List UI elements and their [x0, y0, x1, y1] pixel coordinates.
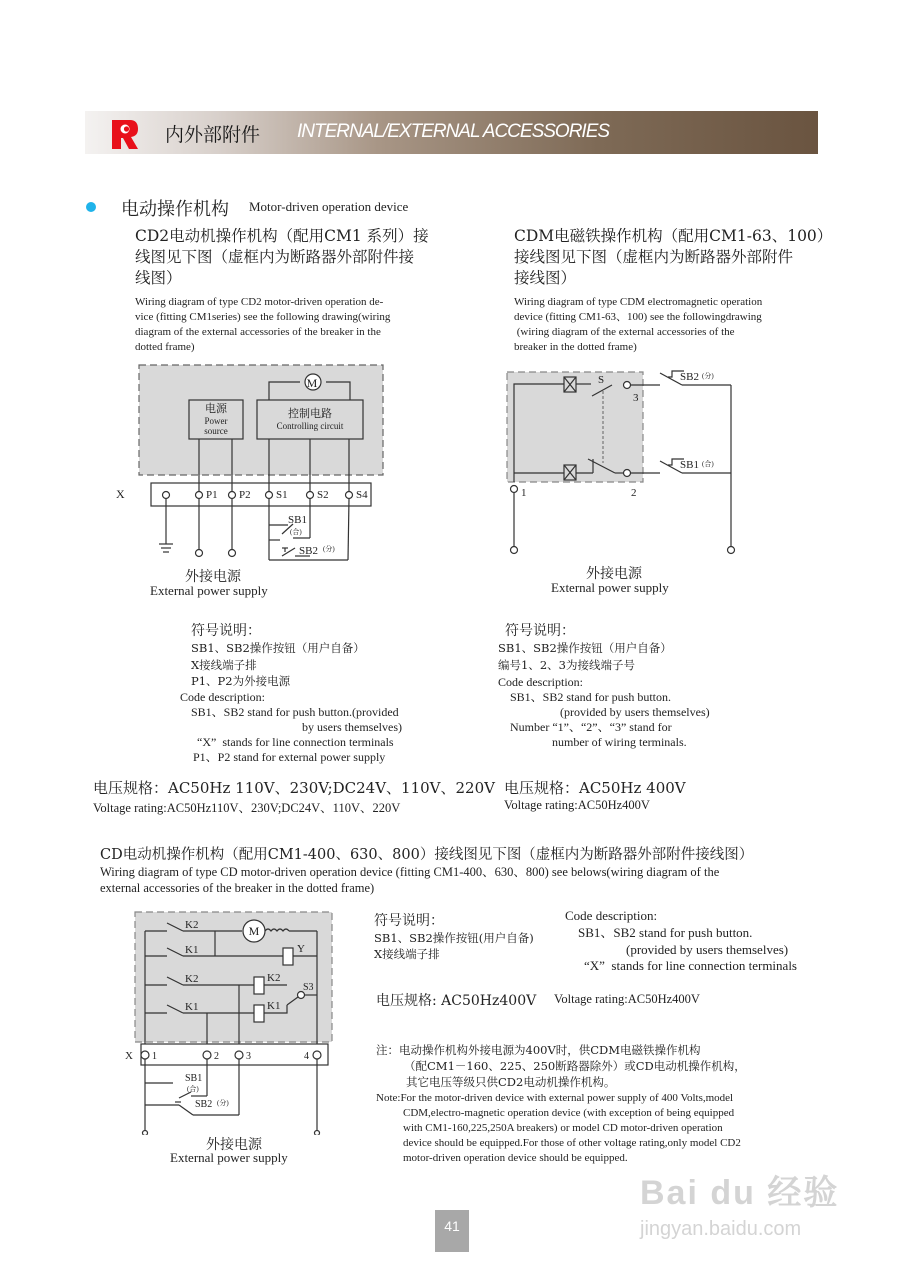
k1-coil-label: K1: [267, 1000, 281, 1012]
cd-caption-cn: 外接电源: [206, 1137, 262, 1153]
legend-line: number of wiring terminals.: [552, 735, 687, 749]
cdm-desc-line: breaker in the dotted frame): [514, 341, 637, 353]
k2-label: K2: [185, 919, 199, 931]
note-line: 注：电动操作机构外接电源为400V时，供CDM电磁铁操作机构: [376, 1043, 701, 1057]
note-en: [376, 1091, 816, 1166]
cdm-desc-line: Wiring diagram of type CDM electromagnetic operation: [514, 296, 763, 308]
cdm-wiring-diagram: [500, 360, 760, 560]
terminal-strip-label: X: [116, 487, 125, 501]
cd-caption-en: External power supply: [170, 1150, 288, 1165]
sb1-tag: (合): [187, 1085, 199, 1093]
cdm-caption-en: External power supply: [551, 580, 669, 595]
terminal-label: 2: [631, 487, 637, 499]
note-line: with CM1-160,225,250A breakers) or model CD motor-driven operation: [403, 1122, 723, 1134]
cd-voltage-en: Voltage rating:AC50Hz400V: [554, 992, 700, 1006]
sb1-label: SB1: [288, 514, 307, 526]
legend-line: (provided by users themselves): [560, 705, 710, 719]
motor-symbol-label: M: [248, 924, 260, 938]
terminal-label: S2: [317, 489, 329, 501]
control-circuit-label-en: Controlling circuit: [276, 421, 344, 431]
legend-line: SB1、SB2 stand for push button.(provided: [191, 705, 399, 719]
cd-code-title: Code description:: [565, 908, 658, 923]
watermark: [640, 1165, 839, 1241]
switch-s-label: S: [598, 374, 605, 386]
s3-label: S3: [303, 982, 314, 993]
cd2-desc-line: Wiring diagram of type CD2 motor-driven operation de-: [135, 296, 384, 308]
cdm-legend-cn: [498, 640, 672, 674]
page-number: 41: [435, 1210, 469, 1252]
legend-line: X接线端子排: [374, 947, 440, 961]
cd2-wiring-diagram: [110, 360, 400, 565]
legend-line: P1、P2 stand for external power supply: [193, 750, 386, 764]
watermark-url: jingyan.baidu.com: [640, 1218, 802, 1240]
cdm-description: [514, 295, 834, 355]
terminal-label: P1: [206, 489, 218, 501]
cd2-voltage-en: Voltage rating:AC50Hz110V、230V;DC24V、110V、220V: [93, 801, 401, 815]
sb2-label: SB2: [680, 371, 699, 383]
cd2-voltage-cn: 电压规格：AC50Hz 110V、230V;DC24V、110V、220V: [93, 779, 495, 797]
power-source-label-en: Power: [204, 416, 228, 426]
cdm-voltage-en: Voltage rating:AC50Hz400V: [504, 798, 650, 812]
note-line: CDM,electro-magnetic operation device (with exception of being equipped: [403, 1107, 735, 1119]
legend-line: “X” stands for line connection terminals: [197, 735, 394, 749]
section-title-en: Motor-driven operation device: [249, 199, 409, 214]
coil-y-label: Y: [297, 943, 305, 955]
power-source-label-cn: 电源: [205, 403, 227, 415]
sb2-tag: (分): [702, 372, 714, 380]
note-line: 其它电压等级只供CD2电动机操作机构。: [406, 1075, 616, 1089]
legend-line: SB1、SB2操作按钮（用户自备）: [498, 641, 672, 655]
legend-line: SB1、SB2操作按钮（用户自备）: [191, 641, 365, 655]
cd-desc-line: external accessories of the breaker in the dotted frame): [100, 881, 375, 895]
cdm-desc-line: (wiring diagram of the external accessories of the: [514, 326, 735, 338]
legend-line: SB1、SB2 stand for push button.: [510, 690, 672, 704]
cd2-title-line: CD2电动机操作机构（配用CM1 系列）接: [135, 227, 429, 245]
cdm-desc-line: device (fitting CM1-63、100) see the followingdrawing: [514, 311, 762, 323]
sb1-tag: (合): [290, 528, 302, 536]
cd2-description: [135, 295, 445, 355]
sb2-tag: (分): [217, 1099, 229, 1107]
legend-line: by users themselves): [302, 720, 402, 734]
section-bullet-icon: [86, 202, 96, 212]
terminal-label: 1: [152, 1051, 157, 1062]
sb1-label: SB1: [185, 1073, 203, 1084]
cd2-code-title: Code description:: [180, 690, 265, 704]
cdm-code-title: Code description:: [498, 675, 583, 689]
k1-label: K1: [185, 1001, 199, 1013]
control-circuit-label-cn: 控制电路: [288, 408, 332, 420]
sb2-label: SB2: [195, 1099, 213, 1110]
sb1-label: SB1: [680, 459, 699, 471]
cd-description: [100, 864, 719, 896]
terminal-strip-label: X: [125, 1050, 133, 1062]
cdm-title-line: CDM电磁铁操作机构（配用CM1-63、100）: [514, 227, 833, 245]
sb1-tag: (合): [702, 460, 714, 468]
cdm-legend-title: 符号说明：: [505, 623, 575, 639]
cd-title: CD电动机操作机构（配用CM1-400、630、800）接线图见下图（虚框内为断路器外部附件接线图）: [100, 847, 754, 863]
cd-voltage-cn: 电压规格: AC50Hz400V: [376, 993, 537, 1009]
terminal-label: 2: [214, 1051, 219, 1062]
cdm-legend-en: [510, 690, 740, 750]
terminal-label: S4: [356, 489, 368, 501]
cd2-caption-cn: 外接电源: [185, 569, 241, 585]
legend-line: Number “1”、“2”、“3” stand for: [510, 720, 672, 734]
cd2-desc-line: vice (fitting CM1series) see the following drawing(wiring: [135, 311, 391, 323]
cd2-legend-en: [191, 705, 421, 765]
cd-legend-en: [578, 925, 838, 975]
legend-line: (provided by users themselves): [626, 941, 789, 957]
header-title-en: INTERNAL/EXTERNAL ACCESSORIES: [297, 121, 610, 142]
terminal-label: P2: [239, 489, 251, 501]
cd-desc-line: Wiring diagram of type CD motor-driven operation device (fitting CM1-400、630、800) see belows(wiring diagram of the: [100, 865, 720, 879]
legend-line: SB1、SB2 stand for push button.: [578, 925, 753, 940]
header-title-cn: 内外部附件: [165, 124, 261, 146]
terminal-label: 3: [633, 392, 639, 404]
cd2-title: [135, 226, 445, 289]
note-cn: [376, 1042, 746, 1090]
legend-line: X接线端子排: [191, 657, 257, 672]
brand-logo-icon: [110, 118, 140, 150]
note-line: motor-driven operation device should be equipped.: [403, 1152, 628, 1164]
section-title-cn: 电动操作机构: [121, 199, 229, 220]
cd2-legend-cn: [191, 640, 365, 690]
cd-legend-title: 符号说明：: [374, 913, 444, 929]
power-source-label-en: source: [204, 426, 228, 436]
watermark-logo-text: Bai du 经验: [640, 1174, 840, 1212]
sb2-tag: (分): [323, 545, 335, 553]
note-line: device should be equipped.For those of other voltage rating,only model CD2: [403, 1137, 741, 1149]
cd2-title-line: 线图见下图（虚框内为断路器外部附件接: [135, 248, 415, 266]
cdm-title-line: 接线图）: [514, 269, 577, 287]
note-line: Note:For the motor-driven device with external power supply of 400 Volts,model: [376, 1092, 734, 1104]
legend-line: “X” stands for line connection terminals: [584, 958, 797, 973]
cdm-voltage-cn: 电压规格：AC50Hz 400V: [504, 779, 686, 797]
cdm-title-line: 接线图见下图（虚框内为断路器外部附件: [514, 248, 794, 266]
cd2-title-line: 线图）: [135, 269, 182, 287]
terminal-label: S1: [276, 489, 288, 501]
note-line: （配CM1－160、225、250断路器除外）或CD电动机操作机构，: [404, 1059, 746, 1073]
cd2-legend-title: 符号说明：: [191, 623, 261, 639]
cd-legend-cn: [374, 930, 534, 962]
k1-label: K1: [185, 944, 199, 956]
sb2-label: SB2: [299, 545, 318, 557]
k2-label: K2: [185, 973, 199, 985]
cd2-desc-line: diagram of the external accessories of the breaker in the: [135, 326, 381, 338]
cd2-desc-line: dotted frame): [135, 341, 195, 353]
cd-wiring-diagram: [115, 905, 345, 1135]
terminal-label: 4: [304, 1051, 309, 1062]
motor-symbol-label: M: [306, 376, 318, 390]
cd2-caption-en: External power supply: [150, 583, 268, 598]
legend-line: SB1、SB2操作按钮(用户自备): [374, 931, 534, 945]
legend-line: 编号1、2、3为接线端子号: [498, 658, 635, 672]
k2-coil-label: K2: [267, 972, 281, 984]
cdm-title: [514, 226, 834, 289]
cdm-caption-cn: 外接电源: [586, 566, 642, 582]
legend-line: P1、P2为外接电源: [191, 674, 291, 688]
terminal-label: 3: [246, 1051, 251, 1062]
terminal-label: 1: [521, 487, 527, 499]
